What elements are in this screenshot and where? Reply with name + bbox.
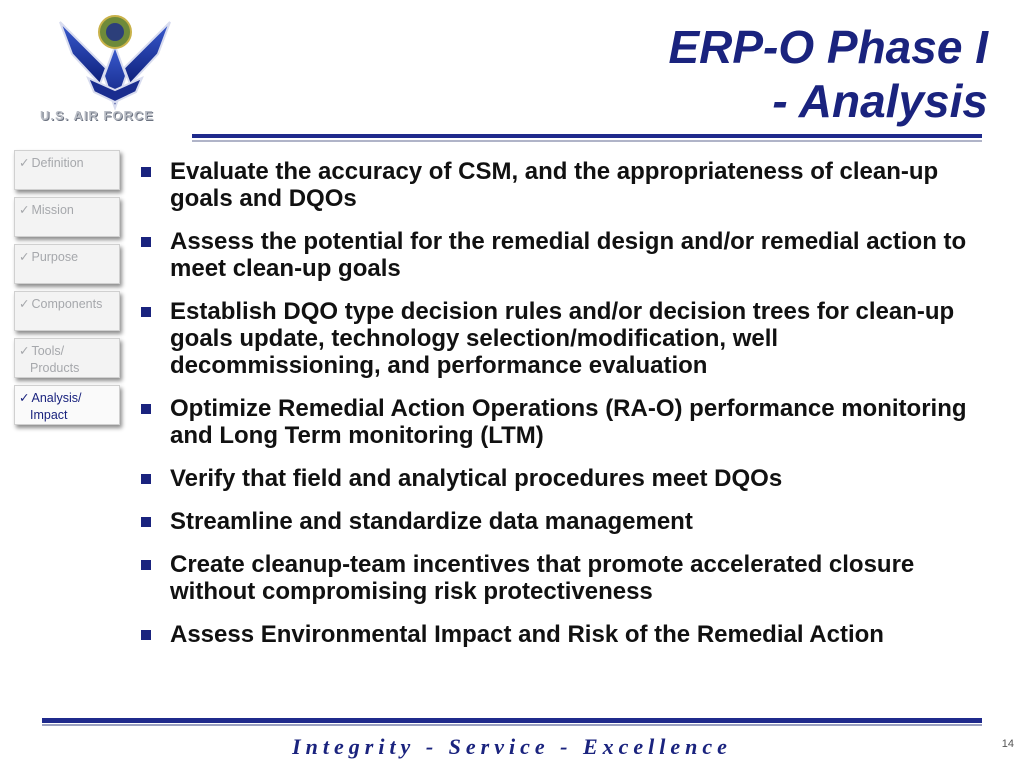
air-force-wings-icon [40, 10, 190, 115]
list-item [138, 395, 994, 449]
footer-divider-shadow [42, 724, 982, 726]
square-bullet-icon [141, 517, 151, 527]
square-bullet-icon [141, 404, 151, 414]
square-bullet-icon [141, 630, 151, 640]
list-item-text: Optimize Remedial Action Operations (RA-O) performance monitoring and Long Term monitoring (LTM) [170, 395, 967, 449]
square-bullet-icon [141, 237, 151, 247]
list-item [138, 508, 994, 535]
page-title [668, 20, 988, 128]
list-item [138, 228, 994, 282]
sidebar-item-label: Tools/ [31, 344, 65, 358]
list-item-text: Establish DQO type decision rules and/or decision trees for clean-up goals update, technology selection/modification, well decommissioning, and performance evaluation [170, 298, 955, 379]
square-bullet-icon [141, 307, 151, 317]
list-item [138, 158, 994, 212]
checkmark-icon: ✓ [19, 391, 30, 405]
title-line-2: - Analysis [772, 75, 988, 127]
list-item-text: Assess the potential for the remedial design and/or remedial action to meet clean-up goals [170, 228, 967, 282]
sidebar-item-mission[interactable] [14, 197, 120, 237]
list-item-text: Assess Environmental Impact and Risk of the Remedial Action [170, 621, 884, 648]
sidebar-item-tools-products[interactable] [14, 338, 120, 378]
checkmark-icon: ✓ [19, 156, 30, 170]
list-item-text: Evaluate the accuracy of CSM, and the appropriateness of clean-up goals and DQOs [170, 158, 939, 212]
list-item-text: Verify that field and analytical procedures meet DQOs [170, 465, 783, 492]
sidebar-item-label: Purpose [31, 250, 79, 264]
square-bullet-icon [141, 560, 151, 570]
list-item-text: Streamline and standardize data management [170, 508, 693, 535]
title-line-1: ERP-O Phase I [668, 21, 988, 73]
sidebar-item-purpose[interactable] [14, 244, 120, 284]
list-item-text: Create cleanup-team incentives that promote accelerated closure without compromising risk protectiveness [170, 551, 915, 605]
sidebar-item-label: Components [31, 297, 103, 311]
list-item [138, 621, 994, 648]
sidebar-item-analysis-impact[interactable] [14, 385, 120, 425]
list-item [138, 551, 994, 605]
sidebar-nav [14, 150, 122, 432]
sidebar-item-components[interactable] [14, 291, 120, 331]
sidebar-item-label-line2: Impact [30, 408, 68, 422]
square-bullet-icon [141, 167, 151, 177]
page-number: 14 [1001, 738, 1014, 750]
footer-motto: Integrity - Service - Excellence [292, 734, 732, 759]
sidebar-item-label: Definition [31, 156, 84, 170]
checkmark-icon: ✓ [19, 250, 30, 264]
sidebar-item-label: Mission [31, 203, 74, 217]
sidebar-item-definition[interactable] [14, 150, 120, 190]
checkmark-icon: ✓ [19, 297, 30, 311]
checkmark-icon: ✓ [19, 203, 30, 217]
square-bullet-icon [141, 474, 151, 484]
list-item [138, 465, 994, 492]
header-divider [192, 134, 982, 138]
sidebar-item-label: Analysis/ [31, 391, 82, 405]
logo-wordmark: U.S. AIR FORCE [40, 108, 154, 123]
footer-divider [42, 718, 982, 723]
checkmark-icon: ✓ [19, 344, 30, 358]
list-item [138, 298, 994, 379]
bullet-list [138, 158, 994, 664]
header-divider-shadow [192, 140, 982, 142]
sidebar-item-label-line2: Products [30, 361, 80, 375]
